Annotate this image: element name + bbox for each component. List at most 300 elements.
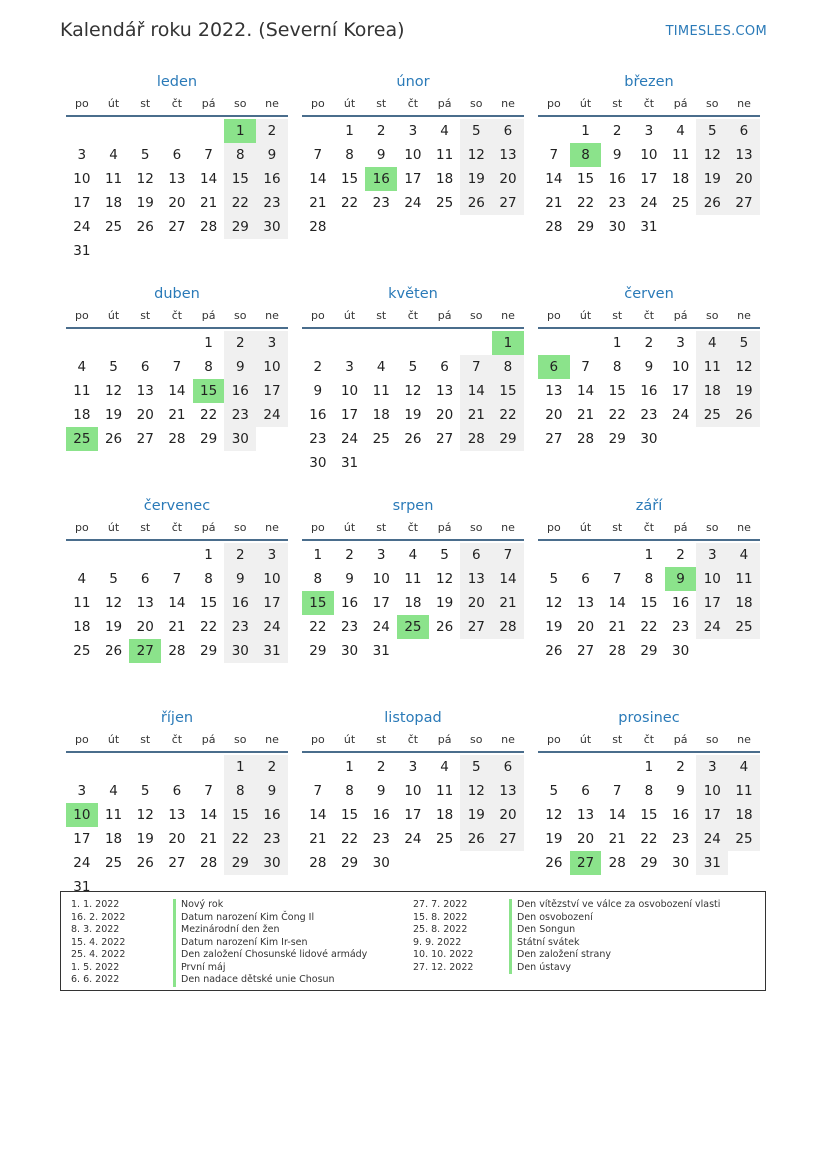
weekday-label: so	[470, 309, 483, 322]
weekday-label: ne	[501, 733, 515, 746]
day-cell: 10	[640, 147, 658, 163]
empty-cell	[365, 331, 397, 355]
day-cell: 25	[436, 831, 454, 847]
weekday-label: čt	[643, 733, 655, 746]
month-březen	[538, 72, 760, 284]
weekday-label: st	[140, 521, 151, 534]
calendar-grid	[66, 72, 760, 908]
legend-date: 27. 12. 2022	[413, 961, 474, 973]
day-cell: 21	[168, 407, 186, 423]
day-cell: 25	[696, 403, 728, 427]
day-cell: 12	[545, 595, 563, 611]
legend-date: 16. 2. 2022	[71, 911, 126, 923]
day-cell: 9	[256, 143, 288, 167]
day-cell: 23	[224, 615, 256, 639]
day-cell: 13	[545, 383, 563, 399]
month-leden	[66, 72, 288, 284]
empty-cell	[193, 755, 225, 779]
day-cell: 14	[460, 379, 492, 403]
day-cell: 3	[77, 783, 87, 799]
legend-left-names	[173, 899, 367, 987]
day-cell: 26	[136, 855, 154, 871]
day-cell: 20	[576, 831, 595, 847]
day-cell: 30	[340, 643, 359, 659]
day-cell: 22	[608, 407, 626, 423]
month-name: duben	[154, 286, 200, 302]
day-cell: 9	[313, 383, 323, 399]
day-cell: 1	[345, 759, 354, 775]
weekday-label: st	[612, 521, 623, 534]
day-cell: 11	[728, 779, 760, 803]
day-cell: 28	[460, 427, 492, 451]
day-cell: 22	[492, 403, 524, 427]
legend-holiday-name: Datum narození Kim Čong Il	[181, 911, 315, 923]
weekday-header	[66, 729, 288, 753]
day-cell: 22	[224, 827, 256, 851]
day-grid	[66, 755, 288, 899]
day-cell: 25	[104, 855, 123, 871]
empty-cell	[98, 543, 130, 567]
empty-cell	[397, 331, 429, 355]
day-cell: 25	[672, 195, 690, 211]
day-cell: 26	[728, 403, 760, 427]
day-cell: 13	[492, 143, 524, 167]
legend-holiday-name: Den vítězství ve válce za osvobození vlasti	[517, 899, 721, 910]
day-cell: 5	[728, 331, 760, 355]
legend-holiday-name: Den nadace dětské unie Chosun	[181, 974, 335, 985]
weekday-label: so	[470, 521, 483, 534]
day-cell: 7	[612, 783, 622, 799]
day-cell: 13	[460, 567, 492, 591]
month-listopad	[302, 708, 524, 908]
day-cell: 8	[492, 355, 524, 379]
day-cell: 31	[73, 879, 91, 895]
day-cell: 2	[345, 547, 354, 563]
day-cell: 6	[140, 571, 150, 587]
holiday-legend	[60, 891, 766, 991]
day-cell: 10	[696, 567, 728, 591]
day-cell: 28	[492, 615, 524, 639]
weekday-label: so	[234, 97, 247, 110]
day-cell: 20	[492, 167, 524, 191]
weekday-label: ne	[501, 97, 515, 110]
legend-holiday-name: Státní svátek	[517, 936, 580, 948]
empty-cell	[429, 331, 461, 355]
weekday-label: ne	[737, 733, 751, 746]
day-cell: 14	[200, 807, 218, 823]
day-cell: 15	[224, 167, 256, 191]
weekday-label: so	[706, 521, 719, 534]
day-cell: 4	[109, 783, 118, 799]
day-cell: 12	[136, 171, 154, 187]
day-cell: 4	[77, 571, 87, 587]
legend-date: 10. 10. 2022	[413, 949, 474, 960]
day-cell: 21	[608, 619, 626, 635]
day-cell: 10	[256, 567, 288, 591]
day-cell: 14	[168, 595, 186, 611]
holiday-day-cell: 1	[492, 331, 524, 355]
day-cell: 4	[728, 543, 760, 567]
weekday-label: pá	[201, 97, 216, 110]
day-cell: 30	[309, 455, 327, 471]
empty-cell	[538, 543, 570, 567]
day-cell: 10	[372, 571, 390, 587]
weekday-label: ne	[501, 521, 515, 534]
day-cell: 24	[73, 855, 91, 871]
day-cell: 3	[256, 543, 288, 567]
day-grid	[66, 119, 288, 263]
day-cell: 24	[73, 219, 91, 235]
legend-date: 1. 1. 2022	[71, 899, 120, 910]
day-cell: 31	[372, 643, 390, 659]
day-cell: 17	[340, 407, 359, 423]
weekday-label: ne	[501, 309, 515, 322]
weekday-label: út	[107, 733, 120, 746]
empty-cell	[302, 119, 334, 143]
weekday-label: po	[546, 521, 561, 534]
weekday-label: pá	[201, 309, 216, 322]
day-cell: 5	[460, 119, 492, 143]
day-cell: 3	[77, 147, 87, 163]
day-cell: 4	[728, 755, 760, 779]
day-cell: 30	[256, 851, 288, 875]
weekday-label: út	[107, 521, 120, 534]
day-cell: 3	[696, 543, 728, 567]
day-cell: 20	[576, 619, 595, 635]
legend-holiday-name: Datum narození Kim Ir-sen	[181, 936, 308, 948]
weekday-label: so	[706, 97, 719, 110]
day-cell: 11	[104, 171, 123, 187]
empty-cell	[538, 119, 570, 143]
weekday-label: pá	[673, 97, 688, 110]
day-cell: 31	[696, 851, 728, 875]
day-cell: 3	[676, 335, 685, 351]
day-cell: 10	[672, 359, 690, 375]
day-cell: 26	[545, 855, 563, 871]
day-cell: 6	[492, 119, 524, 143]
day-cell: 29	[492, 427, 524, 451]
day-cell: 18	[696, 379, 728, 403]
day-cell: 12	[136, 807, 154, 823]
day-cell: 11	[73, 595, 91, 611]
day-cell: 20	[168, 195, 186, 211]
day-cell: 13	[136, 383, 154, 399]
day-cell: 18	[372, 407, 390, 423]
month-duben	[66, 284, 288, 496]
legend-date: 15. 4. 2022	[71, 936, 126, 948]
day-cell: 22	[224, 191, 256, 215]
day-cell: 19	[460, 803, 492, 827]
day-cell: 24	[696, 827, 728, 851]
day-cell: 13	[136, 595, 154, 611]
day-cell: 8	[313, 571, 323, 587]
month-name: květen	[388, 286, 438, 302]
day-cell: 21	[200, 831, 218, 847]
holiday-day-cell: 15	[193, 379, 225, 403]
day-cell: 20	[136, 407, 154, 423]
day-cell: 20	[136, 619, 154, 635]
weekday-label: čt	[171, 521, 183, 534]
day-cell: 17	[73, 831, 91, 847]
day-cell: 8	[224, 143, 256, 167]
day-cell: 3	[256, 331, 288, 355]
day-cell: 1	[204, 335, 213, 351]
day-grid	[66, 331, 288, 451]
empty-cell	[601, 755, 633, 779]
holiday-day-cell: 8	[570, 143, 602, 167]
weekday-label: so	[234, 733, 247, 746]
weekday-header	[538, 93, 760, 117]
day-grid	[302, 543, 524, 663]
day-cell: 5	[408, 359, 418, 375]
weekday-label: po	[546, 309, 561, 322]
weekday-label: po	[74, 733, 89, 746]
day-cell: 2	[676, 759, 685, 775]
day-cell: 5	[549, 571, 559, 587]
day-cell: 11	[672, 147, 690, 163]
month-name: srpen	[392, 498, 434, 514]
day-cell: 8	[204, 359, 213, 375]
day-cell: 20	[728, 167, 760, 191]
day-cell: 13	[492, 779, 524, 803]
day-cell: 8	[204, 571, 213, 587]
day-cell: 30	[256, 215, 288, 239]
day-cell: 7	[612, 571, 622, 587]
day-cell: 1	[644, 759, 654, 775]
legend-holiday-name: Den Songun	[517, 924, 576, 935]
day-grid	[302, 331, 524, 475]
weekday-label: čt	[407, 97, 419, 110]
day-cell: 1	[644, 547, 654, 563]
empty-cell	[538, 755, 570, 779]
weekday-label: út	[107, 309, 120, 322]
day-cell: 19	[728, 379, 760, 403]
day-cell: 20	[460, 591, 492, 615]
day-cell: 7	[204, 147, 213, 163]
day-cell: 21	[608, 831, 626, 847]
day-cell: 25	[728, 615, 760, 639]
day-cell: 25	[728, 827, 760, 851]
day-cell: 27	[168, 219, 186, 235]
empty-cell	[161, 755, 193, 779]
day-cell: 24	[404, 195, 422, 211]
legend-holiday-name: Den založení Chosunské lidové armády	[181, 949, 368, 960]
weekday-label: ne	[265, 521, 279, 534]
day-cell: 20	[545, 407, 563, 423]
month-říjen	[66, 708, 288, 908]
brand-link[interactable]: TIMESLES.COM	[665, 24, 767, 39]
weekday-label: út	[343, 733, 356, 746]
day-cell: 16	[640, 383, 658, 399]
day-cell: 22	[576, 195, 595, 211]
day-cell: 17	[404, 171, 422, 187]
weekday-label: st	[376, 521, 387, 534]
day-cell: 30	[224, 639, 256, 663]
weekday-label: ne	[265, 97, 279, 110]
day-cell: 2	[256, 755, 288, 779]
day-cell: 8	[612, 359, 622, 375]
day-cell: 4	[676, 123, 685, 139]
weekday-label: čt	[171, 733, 183, 746]
weekday-label: so	[234, 309, 247, 322]
day-cell: 7	[581, 359, 590, 375]
day-cell: 19	[404, 407, 422, 423]
weekday-label: út	[343, 521, 356, 534]
weekday-label: ne	[265, 733, 279, 746]
weekday-label: ne	[265, 309, 279, 322]
month-name: listopad	[384, 710, 442, 726]
day-cell: 3	[408, 123, 418, 139]
holiday-day-cell: 25	[397, 615, 429, 639]
day-cell: 5	[140, 147, 150, 163]
day-cell: 17	[372, 595, 390, 611]
day-cell: 19	[545, 831, 563, 847]
weekday-header	[302, 729, 524, 753]
empty-cell	[129, 331, 161, 355]
weekday-label: po	[74, 521, 89, 534]
day-cell: 11	[104, 807, 123, 823]
day-cell: 18	[672, 171, 690, 187]
day-cell: 11	[73, 383, 91, 399]
day-cell: 28	[576, 431, 595, 447]
day-cell: 2	[256, 119, 288, 143]
day-cell: 14	[608, 807, 626, 823]
day-cell: 7	[313, 147, 323, 163]
empty-cell	[570, 543, 602, 567]
day-cell: 24	[640, 195, 658, 211]
day-cell: 28	[608, 855, 626, 871]
day-cell: 16	[224, 591, 256, 615]
day-cell: 21	[460, 403, 492, 427]
day-cell: 15	[224, 803, 256, 827]
day-cell: 13	[168, 807, 186, 823]
empty-cell	[570, 331, 602, 355]
empty-cell	[161, 543, 193, 567]
day-cell: 24	[372, 619, 390, 635]
month-červenec	[66, 496, 288, 708]
day-cell: 17	[672, 383, 690, 399]
weekday-label: pá	[673, 733, 688, 746]
day-cell: 23	[608, 195, 626, 211]
day-grid	[302, 755, 524, 875]
empty-cell	[98, 331, 130, 355]
day-cell: 20	[168, 831, 186, 847]
weekday-label: st	[376, 733, 387, 746]
day-cell: 4	[376, 359, 386, 375]
day-cell: 24	[340, 431, 359, 447]
day-cell: 3	[376, 547, 386, 563]
weekday-label: út	[579, 733, 592, 746]
day-cell: 22	[309, 619, 327, 635]
month-name: červen	[624, 286, 674, 302]
day-cell: 27	[492, 827, 524, 851]
day-cell: 11	[436, 783, 454, 799]
legend-date: 15. 8. 2022	[413, 911, 468, 923]
day-cell: 24	[696, 615, 728, 639]
day-cell: 14	[545, 171, 563, 187]
day-cell: 1	[313, 547, 323, 563]
day-cell: 16	[224, 379, 256, 403]
weekday-label: st	[140, 733, 151, 746]
day-cell: 4	[696, 331, 728, 355]
day-cell: 23	[340, 619, 359, 635]
holiday-day-cell: 9	[665, 567, 697, 591]
weekday-label: čt	[643, 97, 655, 110]
day-cell: 12	[404, 383, 422, 399]
day-cell: 2	[676, 547, 685, 563]
weekday-header	[538, 729, 760, 753]
day-grid	[66, 543, 288, 663]
day-cell: 27	[492, 191, 524, 215]
weekday-label: pá	[673, 309, 688, 322]
legend-holiday-name: Mezinárodní den žen	[181, 924, 280, 935]
day-cell: 4	[440, 123, 449, 139]
day-cell: 30	[640, 431, 658, 447]
day-cell: 14	[576, 383, 595, 399]
day-cell: 20	[492, 803, 524, 827]
day-cell: 31	[73, 243, 91, 259]
month-name: říjen	[160, 710, 194, 726]
empty-cell	[98, 755, 130, 779]
day-cell: 26	[696, 191, 728, 215]
day-cell: 24	[404, 831, 422, 847]
day-cell: 13	[436, 383, 454, 399]
day-cell: 14	[309, 171, 327, 187]
weekday-label: pá	[437, 521, 452, 534]
day-cell: 22	[200, 407, 218, 423]
day-cell: 11	[372, 383, 390, 399]
month-name: leden	[156, 74, 198, 90]
day-cell: 18	[104, 195, 123, 211]
day-cell: 31	[640, 219, 658, 235]
day-cell: 9	[376, 783, 386, 799]
day-cell: 28	[309, 219, 327, 235]
day-cell: 12	[696, 143, 728, 167]
day-cell: 18	[728, 591, 760, 615]
day-cell: 20	[436, 407, 454, 423]
day-cell: 25	[372, 431, 390, 447]
day-cell: 17	[696, 591, 728, 615]
legend-date: 1. 5. 2022	[71, 961, 120, 973]
weekday-label: po	[74, 97, 89, 110]
month-srpen	[302, 496, 524, 708]
weekday-header	[66, 305, 288, 329]
day-cell: 11	[436, 147, 454, 163]
day-cell: 7	[313, 783, 323, 799]
day-cell: 30	[672, 855, 690, 871]
weekday-label: čt	[643, 521, 655, 534]
day-cell: 12	[728, 355, 760, 379]
weekday-label: pá	[201, 733, 216, 746]
empty-cell	[129, 755, 161, 779]
weekday-label: ne	[737, 521, 751, 534]
day-cell: 18	[436, 807, 454, 823]
day-cell: 14	[492, 567, 524, 591]
weekday-label: st	[140, 97, 151, 110]
day-cell: 29	[309, 643, 327, 659]
day-cell: 21	[309, 831, 327, 847]
legend-holiday-name: Den osvobození	[517, 911, 593, 923]
month-červen	[538, 284, 760, 496]
weekday-label: so	[470, 97, 483, 110]
day-cell: 12	[104, 383, 123, 399]
weekday-label: čt	[407, 733, 419, 746]
weekday-label: út	[343, 309, 356, 322]
day-cell: 22	[340, 831, 359, 847]
day-cell: 5	[460, 755, 492, 779]
day-cell: 26	[404, 431, 422, 447]
day-cell: 22	[200, 619, 218, 635]
